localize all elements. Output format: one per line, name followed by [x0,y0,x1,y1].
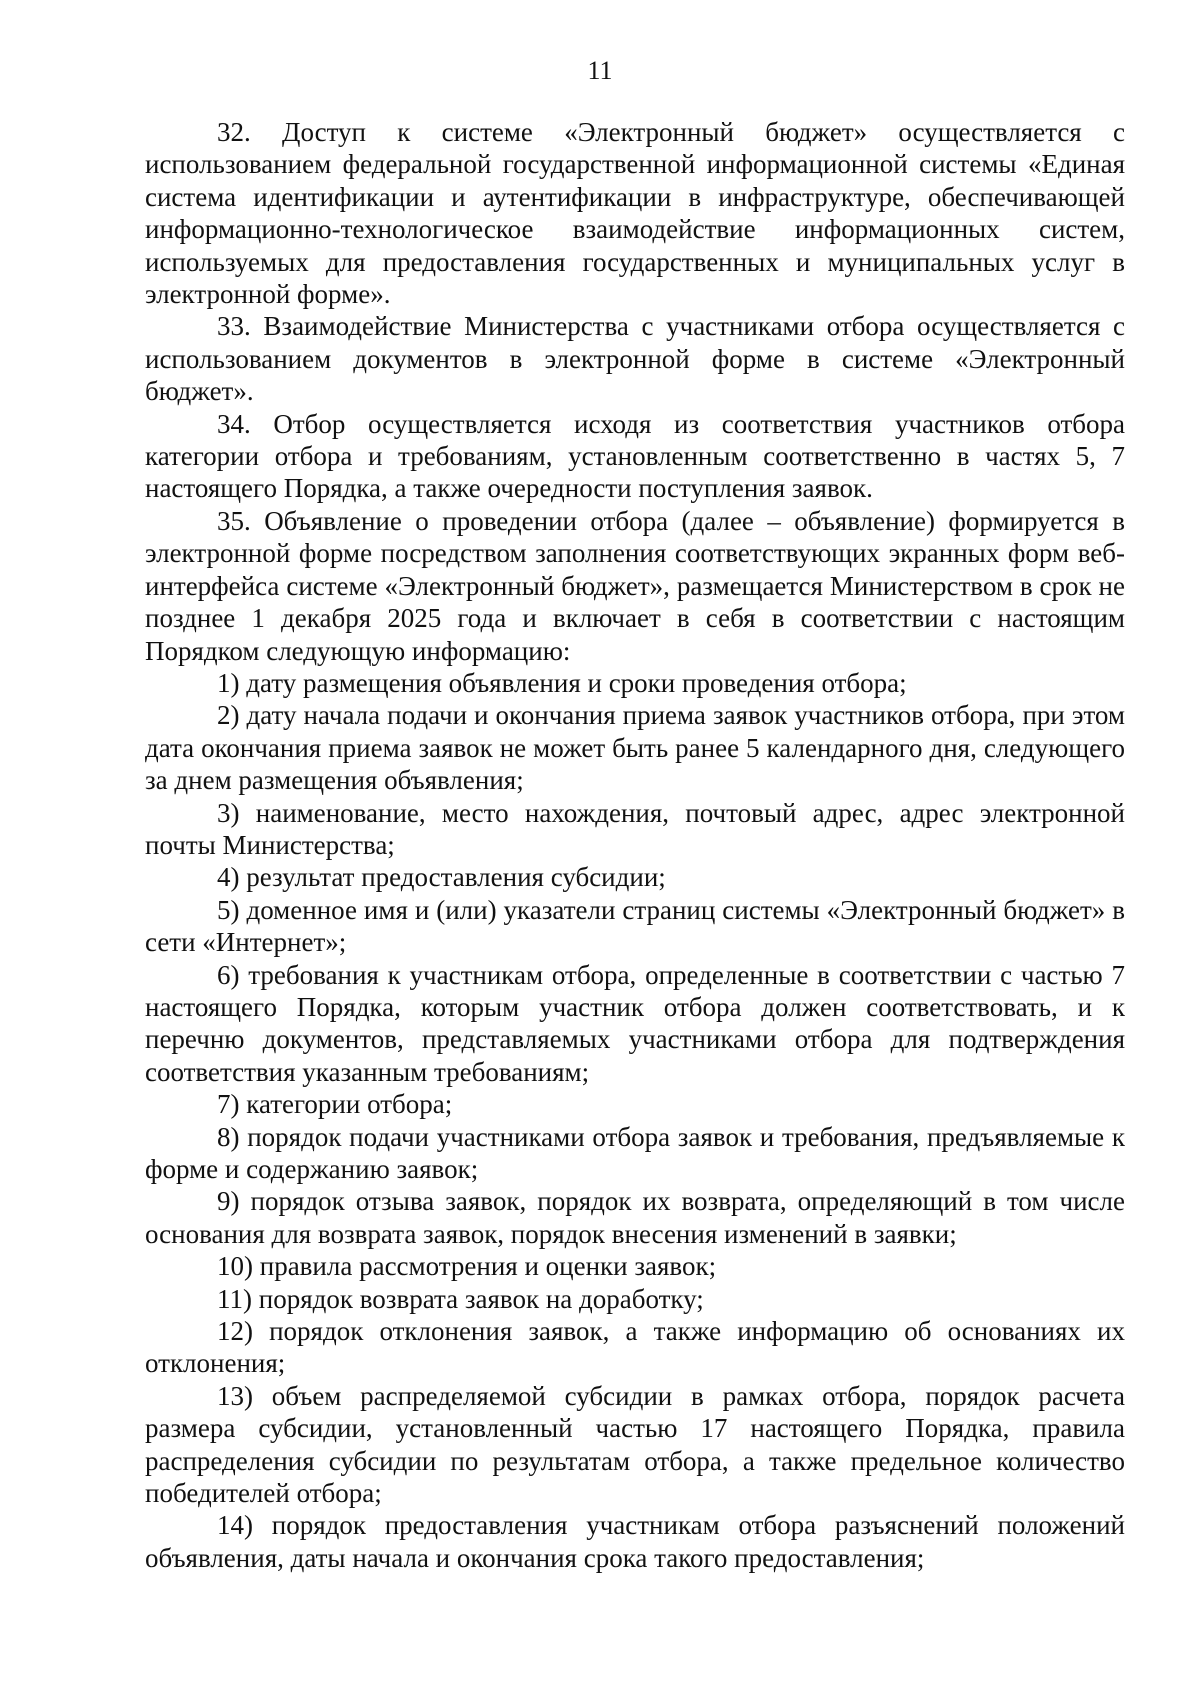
paragraph-35: 35. Объявление о проведении отбора (далее – объявление) формируется в электронной форме посредством заполнения соответствующих экранных форм веб-интерфейса системе «Электронный бюджет», размещается Министерством в срок не позднее 1 декабря 2025 года и включает в себя в соответствии с настоящим Порядком следующую информацию: [145,505,1125,666]
document-body [145,116,1125,1574]
list-item-1: 1) дату размещения объявления и сроки проведения отбора; [217,667,907,698]
list-item-12: 12) порядок отклонения заявок, а также информацию об основаниях их отклонения; [145,1316,1125,1379]
list-item-5: 5) доменное имя и (или) указатели страниц системы «Электронный бюджет» в сети «Интернет»; [145,894,1125,958]
list-item-14: 14) порядок предоставления участникам отбора разъяснений положений объявления, даты начала и окончания срока такого предоставления; [145,1510,1125,1573]
list-item-11: 11) порядок возврата заявок на доработку; [217,1283,704,1314]
paragraph-34: 34. Отбор осуществляется исходя из соответствия участников отбора категории отбора и требованиям, установленным соответственно в частях 5, 7 настоящего Порядка, а также очередности поступления заявок. [145,408,1125,504]
paragraph-33: 33. Взаимодействие Министерства с участниками отбора осуществляется с использованием документов в электронной форме в системе «Электронный бюджет». [145,311,1125,407]
list-item-4: 4) результат предоставления субсидии; [217,862,666,893]
paragraph-32: 32. Доступ к системе «Электронный бюджет» осуществляется с использованием федеральной государственной информационной системы «Единая система идентификации и аутентификации в инфраструктуре, обеспечивающей информационно-технологическое взаимодействие информационных систем, используемых для предоставления государственных и муниципальных услуг в электронной форме». [145,117,1125,310]
list-item-2: 2) дату начала подачи и окончания приема заявок участников отбора, при этом дата окончания приема заявок не может быть ранее 5 календарного дня, следующего за днем размещения объявления; [145,700,1125,796]
list-item-10: 10) правила рассмотрения и оценки заявок; [217,1251,717,1282]
list-item-8: 8) порядок подачи участниками отбора заявок и требования, предъявляемые к форме и содержанию заявок; [145,1121,1125,1184]
list-item-13: 13) объем распределяемой субсидии в рамках отбора, порядок расчета размера субсидии, установленный частью 17 настоящего Порядка, правила распределения субсидии по результатам отбора, а также предельное количество победителей отбора; [145,1380,1125,1509]
list-item-6: 6) требования к участникам отбора, определенные в соответствии с частью 7 настоящего Порядка, которым участник отбора должен соответствовать, и к перечню документов, представляемых участниками отбора для подтверждения соответствия указанным требованиям; [145,959,1125,1087]
list-item-9: 9) порядок отзыва заявок, порядок их возврата, определяющий в том числе основания для возврата заявок, порядок внесения изменений в заявки; [145,1186,1125,1249]
list-item-7: 7) категории отбора; [217,1089,453,1120]
list-item-3: 3) наименование, место нахождения, почтовый адрес, адрес электронной почты Министерства; [145,797,1125,860]
page-number: 11 [587,56,613,85]
